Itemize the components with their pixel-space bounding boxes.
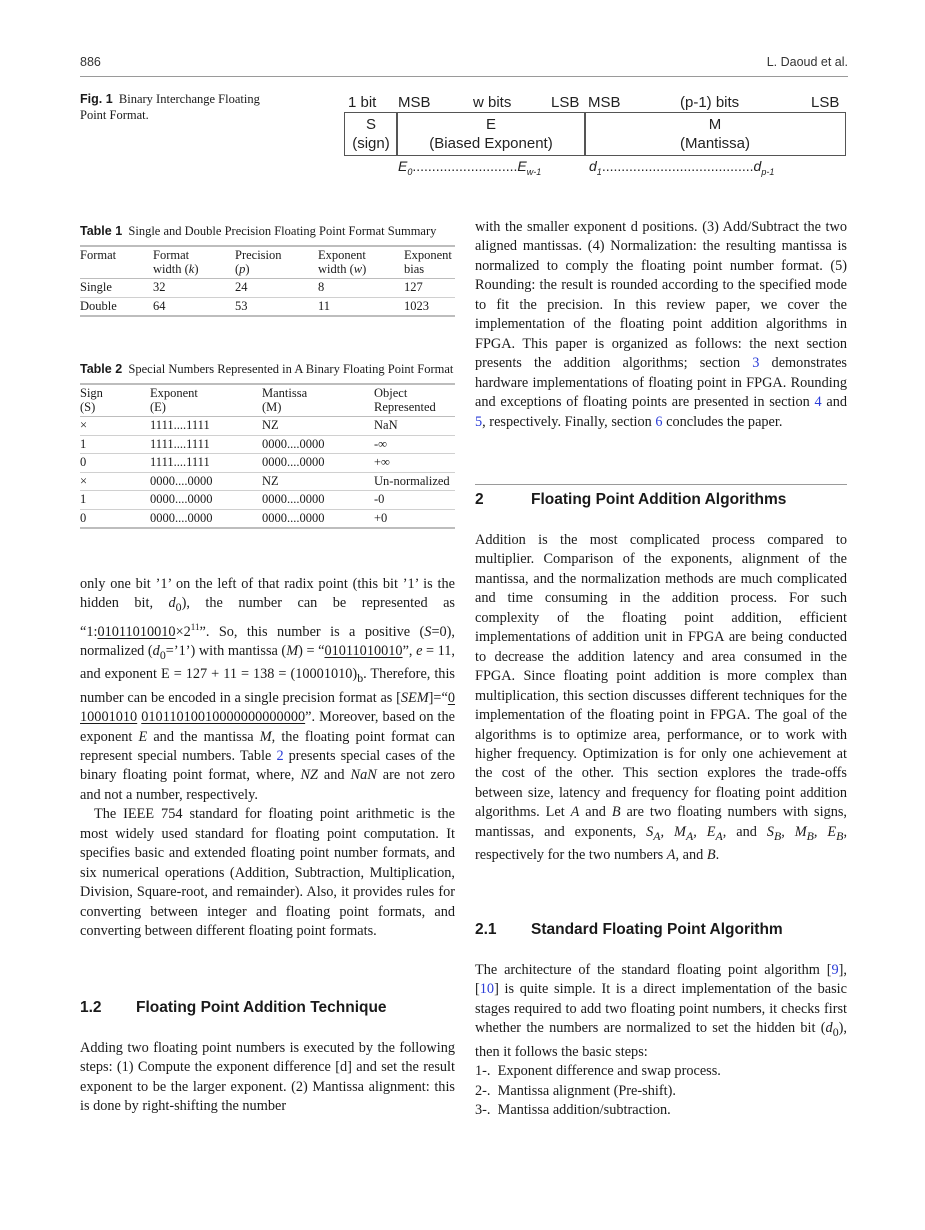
field-symbol: S [365, 116, 376, 133]
table-caption-text: Single and Double Precision Floating Point Format Summary [128, 224, 437, 238]
section-title: Floating Point Addition Algorithms [531, 491, 787, 508]
header-rule [80, 76, 848, 77]
label-lsb-mant: LSB [811, 94, 840, 111]
citation-9-link[interactable]: 9 [831, 962, 839, 978]
col-header: Mantissa (M) [262, 386, 308, 414]
cell: 24 [235, 280, 248, 294]
table-row [80, 297, 455, 316]
cell: 8 [318, 280, 325, 294]
paragraph-standard-algorithm: The architecture of the standard floating point algorithm [9], [10] is quite simple. It is a direct implementation of the basic stages required to add two floating point numbers, it checks first whether the numbers are normalized to set the hidden bit $(d_0)$, then it follows the basic steps: [475, 962, 847, 1060]
col-header: Format [80, 248, 117, 262]
section-number: 2.1 [475, 921, 497, 938]
cell: × [80, 473, 88, 488]
steps-list [475, 1062, 847, 1120]
label-1-bit: 1 bit [348, 94, 377, 111]
figure-1-caption [80, 91, 280, 123]
table-2-grid [80, 383, 455, 529]
cell: 0 [80, 510, 87, 525]
cell: 1111....1111 [150, 455, 210, 469]
table-2-ref-link[interactable]: 2 [276, 747, 284, 764]
paragraph-paper-organization: with the smaller exponent d positions. (3) Add/Subtract the two aligned mantissas. (4) Normalization: the resulting mantissa is normalized to comply the floating point number format. (5) Rounding: the result is rounded according to the specified mode to fit the precision. In this review paper, we cover the implementation of the floating point addition algorithms in FPGA. This paper is organized as follows: the next section presents the addition algorithms; section 3 demonstrates hardware implementations of floating point in FPGA. Rounding and exceptions of floating points are presented in section 4 and 5, respectively. Finally, section 6 concludes the paper. [475, 219, 847, 430]
cell: +∞ [374, 455, 390, 469]
paragraph-binary-example: only one bit ’1’ on the left of that radix point (this bit ’1’ is the hidden bit, $d_0$), the number can be represented as “$1:01011010010\times 2^{11}$”. So, this number is a positive (S=0), normalized $(d_0=’1’)$ with mantissa (M) = “01011010010”, e = 11, and exponent $E = 127 + 11 = 138 = (10001010)_b$. Therefore, this number can be encoded in a single precision format as [SEM]=“0 10001010 01011010010000000000000”. Moreover, based on the exponent E and the mantissa M, the floating point format can represent special numbers. Table 2 presents special cases of the binary floating point format, where, NZ and NaN are not zero and not a number, respectively. [80, 576, 456, 803]
table-header-row [80, 246, 455, 279]
cell: 0000....0000 [262, 436, 325, 451]
figure-label: Fig. 1 [80, 92, 113, 106]
section-title: Floating Point Addition Technique [136, 999, 387, 1016]
col-header: Precision (p) [235, 248, 282, 276]
cell: NZ [262, 473, 279, 488]
right-column-top [475, 218, 847, 432]
field-symbol: E [485, 116, 496, 133]
cell: 1111....1111 [150, 436, 210, 451]
cell: 0000....0000 [262, 492, 325, 506]
paragraph-ieee754: The IEEE 754 standard for floating point arithmetic is the most widely used standard for floating point computation. It specifies basic and extended floating point number formats, and six numerical operations (Addition, Subtraction, Multiplication, Division, Square-root, and remainder). Also, it provides rules for converting between integer and floating point formats, and converting between different floating point formats. [80, 806, 455, 940]
table-row [80, 435, 455, 454]
cell: 1 [80, 492, 87, 506]
running-head [80, 55, 848, 75]
cell: 0000....0000 [262, 510, 325, 525]
cell: 1111....1111 [150, 418, 210, 432]
cell: Single [80, 280, 112, 294]
cell: 0000....0000 [150, 510, 213, 525]
table-row [80, 417, 455, 436]
left-column-bottom [80, 1039, 455, 1117]
cell: +0 [374, 510, 388, 525]
label-msb-exp: MSB [398, 94, 431, 111]
citation-10-link[interactable]: 10 [479, 981, 495, 998]
cell: 0000....0000 [150, 492, 213, 506]
table-row [80, 472, 455, 491]
figure-1-diagram [340, 92, 850, 182]
cell: 127 [404, 280, 423, 294]
field-symbol: M [708, 116, 722, 133]
cell: 11 [318, 298, 331, 313]
field-desc: (Mantissa) [679, 135, 750, 152]
right-column-bottom [475, 961, 847, 1120]
mantissa-bit-range: $d_1.......................................d_{p-1}$ [589, 158, 775, 177]
table-1-grid [80, 245, 455, 317]
label-w-bits: w bits [473, 94, 512, 111]
table-row [80, 509, 455, 528]
section-title: Standard Floating Point Algorithm [531, 921, 783, 938]
right-column-middle [475, 531, 847, 866]
section-4-ref-link[interactable]: 4 [814, 394, 822, 411]
section-6-ref-link[interactable]: 6 [655, 413, 663, 430]
col-header: Sign (S) [80, 386, 103, 414]
running-authors: L. Daoud et al. [766, 55, 848, 69]
cell: 0000....0000 [150, 473, 213, 488]
cell: -0 [374, 492, 385, 506]
section-5-ref-link[interactable]: 5 [475, 413, 483, 430]
col-header: Object Represented [374, 386, 436, 414]
cell: 0 [80, 455, 87, 469]
paragraph-addition-algorithms: Addition is the most complicated process compared to multiplier. Comparison of the exponents, alignment of the mantissa, and the normalization methods are much complicated and time consuming in the addition process. For such complexity of the floating point addition, efficient implementations of addition unit in FPGA are being conducted to decrease the addition latency and area consumed in the FPGA. Since floating point addition is more complex than multiplication, this section discusses different techniques for the implementation of the floating point in FPGA. The goal of the algorithms is to optimize area, performance, or to work with higher frequency. Optimization is for only one achievement at the cost of the other. This section explores the trade-offs between size, latency and frequency for floating point addition algorithms. Let A and B are two floating numbers with signs, mantissas, and exponents, $S_A$, $M_A$, $E_A$, and $S_B$, $M_B$, $E_B$, respectively for the two numbers A, and B. [475, 532, 848, 864]
col-header: Exponent bias [404, 248, 452, 276]
field-sign [344, 112, 398, 156]
label-lsb-exp: LSB [551, 94, 580, 111]
table-1-caption [80, 223, 455, 239]
table-label: Table 1 [80, 224, 123, 238]
cell: -∞ [374, 436, 388, 451]
cell: Un-normalized [374, 473, 450, 488]
col-header: Exponent (E) [150, 386, 198, 414]
section-number: 2 [475, 491, 484, 508]
cell: 64 [153, 298, 166, 313]
section-heading-1-2 [80, 999, 455, 1017]
list-item: 3-. Mantissa addition/subtraction. [475, 1102, 671, 1119]
table-label: Table 2 [80, 362, 123, 376]
field-desc: (sign) [352, 135, 390, 152]
table-2-caption [80, 361, 455, 377]
list-item: 1-. Exponent difference and swap process. [475, 1063, 721, 1080]
cell: × [80, 418, 88, 432]
table-row [80, 491, 455, 510]
list-item: 2-. Mantissa alignment (Pre-shift). [475, 1082, 676, 1099]
exponent-bit-range: $E_0...........................E_{w-1}$ [398, 158, 542, 177]
field-desc: (Biased Exponent) [429, 135, 553, 152]
field-mantissa [584, 112, 846, 156]
table-header-row [80, 384, 455, 417]
section-number: 1.2 [80, 999, 102, 1016]
cell: 32 [153, 280, 166, 294]
field-exponent [396, 112, 586, 156]
cell: 1 [80, 436, 87, 451]
figure-caption-text: Binary Interchange Floating Point Format. [80, 92, 260, 122]
table-2 [80, 361, 455, 529]
label-p-1-bits: (p-1) bits [680, 94, 740, 111]
section-heading-2-1 [475, 921, 847, 939]
left-column [80, 575, 455, 942]
cell: NaN [374, 418, 398, 432]
page-number: 886 [80, 55, 101, 69]
cell: 1023 [404, 298, 429, 313]
col-header: Exponent width (w) [318, 248, 367, 276]
label-msb-mant: MSB [588, 94, 621, 111]
cell: 0000....0000 [262, 455, 325, 469]
table-row [80, 279, 455, 298]
table-1 [80, 223, 455, 317]
paragraph-addition-steps: Adding two floating point numbers is executed by the following steps: (1) Compute the exponent difference [d] and set the result exponent to be the larger exponent. (2) Mantissa alignment: this is done by right-shifting the number [80, 1040, 455, 1115]
section-rule [475, 484, 847, 485]
col-header: Format width (k) [153, 248, 199, 276]
section-3-ref-link[interactable]: 3 [752, 355, 760, 372]
table-row [80, 454, 455, 473]
cell: NZ [262, 418, 279, 432]
section-heading-2 [475, 491, 847, 509]
cell: Double [80, 298, 117, 313]
table-caption-text: Special Numbers Represented in A Binary Floating Point Format [128, 362, 454, 376]
cell: 53 [235, 298, 248, 313]
